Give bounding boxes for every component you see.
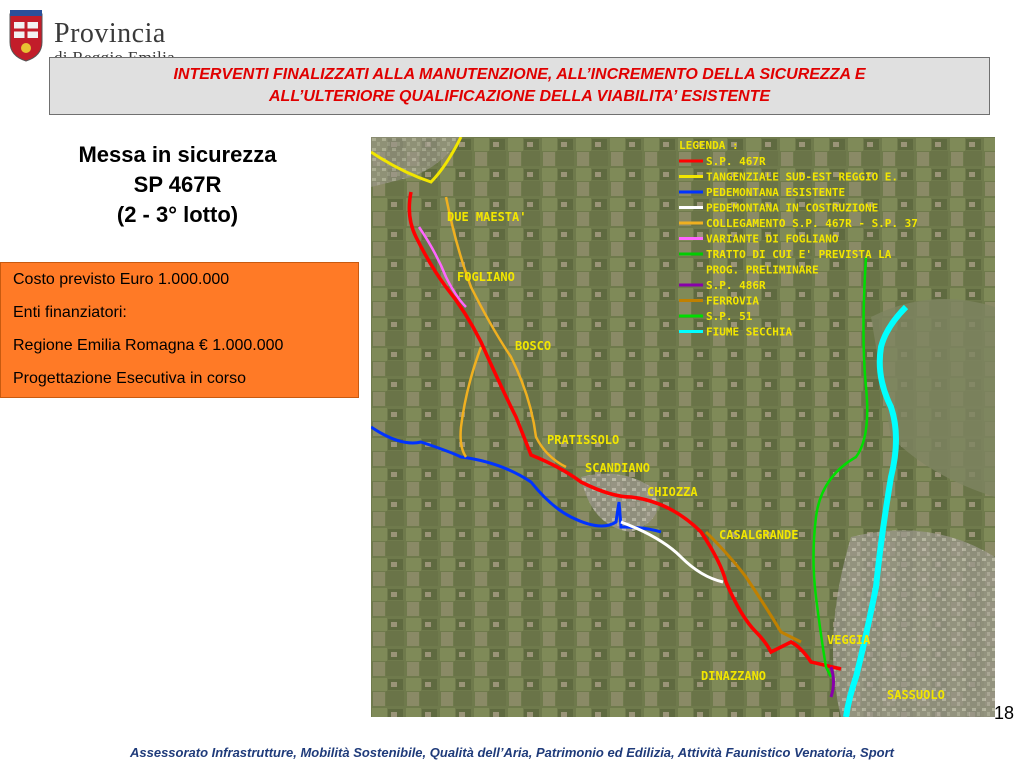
header-banner (49, 57, 990, 115)
legend-label: TANGENZIALE SUD-EST REGGIO E. (706, 170, 899, 184)
place-pratissolo: PRATISSOLO (547, 433, 620, 447)
header-line-2: ALL’ULTERIORE QUALIFICAZIONE DELLA VIABILITA’ ESISTENTE (268, 88, 771, 105)
funder-text: Regione Emilia Romagna € 1.000.000 (13, 337, 284, 354)
place-bosco: BOSCO (515, 339, 552, 353)
project-info-panel (0, 262, 359, 398)
legend-label: PEDEMONTANA IN COSTRUZIONE (706, 201, 879, 215)
legend-label: COLLEGAMENTO S.P. 467R - S.P. 37 (706, 217, 918, 230)
place-sassuolo: SASSUOLO (887, 688, 945, 702)
project-title-line-2: SP 467R (133, 172, 222, 197)
cost-text: Costo previsto Euro 1.000.000 (13, 271, 230, 288)
legend-label: FIUME SECCHIA (706, 325, 793, 339)
legend-label: S.P. 486R (706, 279, 766, 292)
place-casalgrande: CASALGRANDE (719, 528, 799, 542)
place-due-maesta: DUE MAESTA' (447, 210, 527, 224)
legend-title: LEGENDA : (679, 139, 739, 152)
page-number: 18 (994, 703, 1015, 723)
legend-label: PROG. PRELIMINARE (706, 263, 819, 277)
coat-of-arms-icon (6, 8, 46, 62)
place-veggia: VEGGIA (827, 633, 871, 647)
project-title-line-1: Messa in sicurezza (78, 142, 277, 167)
project-title-line-3: (2 - 3° lotto) (116, 202, 239, 227)
header-line-1: INTERVENTI FINALIZZATI ALLA MANUTENZIONE, ALL’INCREMENTO DELLA SICUREZZA E (173, 66, 866, 83)
aerial-map (371, 137, 995, 717)
logo-title: Provincia (54, 18, 166, 49)
footer-text: Assessorato Infrastrutture, Mobilità Sostenibile, Qualità dell’Aria, Patrimonio ed Edilizia, Attività Faunistico Venatoria, Sport (129, 745, 894, 760)
legend-label: VARIANTE DI FOGLIANO (706, 232, 839, 246)
funders-label: Enti finanziatori: (13, 304, 127, 321)
legend-label: PEDEMONTANA ESISTENTE (706, 186, 846, 199)
project-title (0, 140, 355, 230)
legend-label: S.P. 51 (706, 310, 753, 323)
place-scandiano: SCANDIANO (585, 461, 651, 475)
legend-label: TRATTO DI CUI E' PREVISTA LA (706, 248, 892, 261)
status-text: Progettazione Esecutiva in corso (13, 370, 247, 387)
place-dinazzano: DINAZZANO (701, 669, 767, 683)
place-chiozza: CHIOZZA (647, 485, 698, 499)
legend-label: FERROVIA (706, 294, 759, 308)
legend-label: S.P. 467R (706, 155, 766, 168)
place-fogliano: FOGLIANO (457, 270, 515, 284)
